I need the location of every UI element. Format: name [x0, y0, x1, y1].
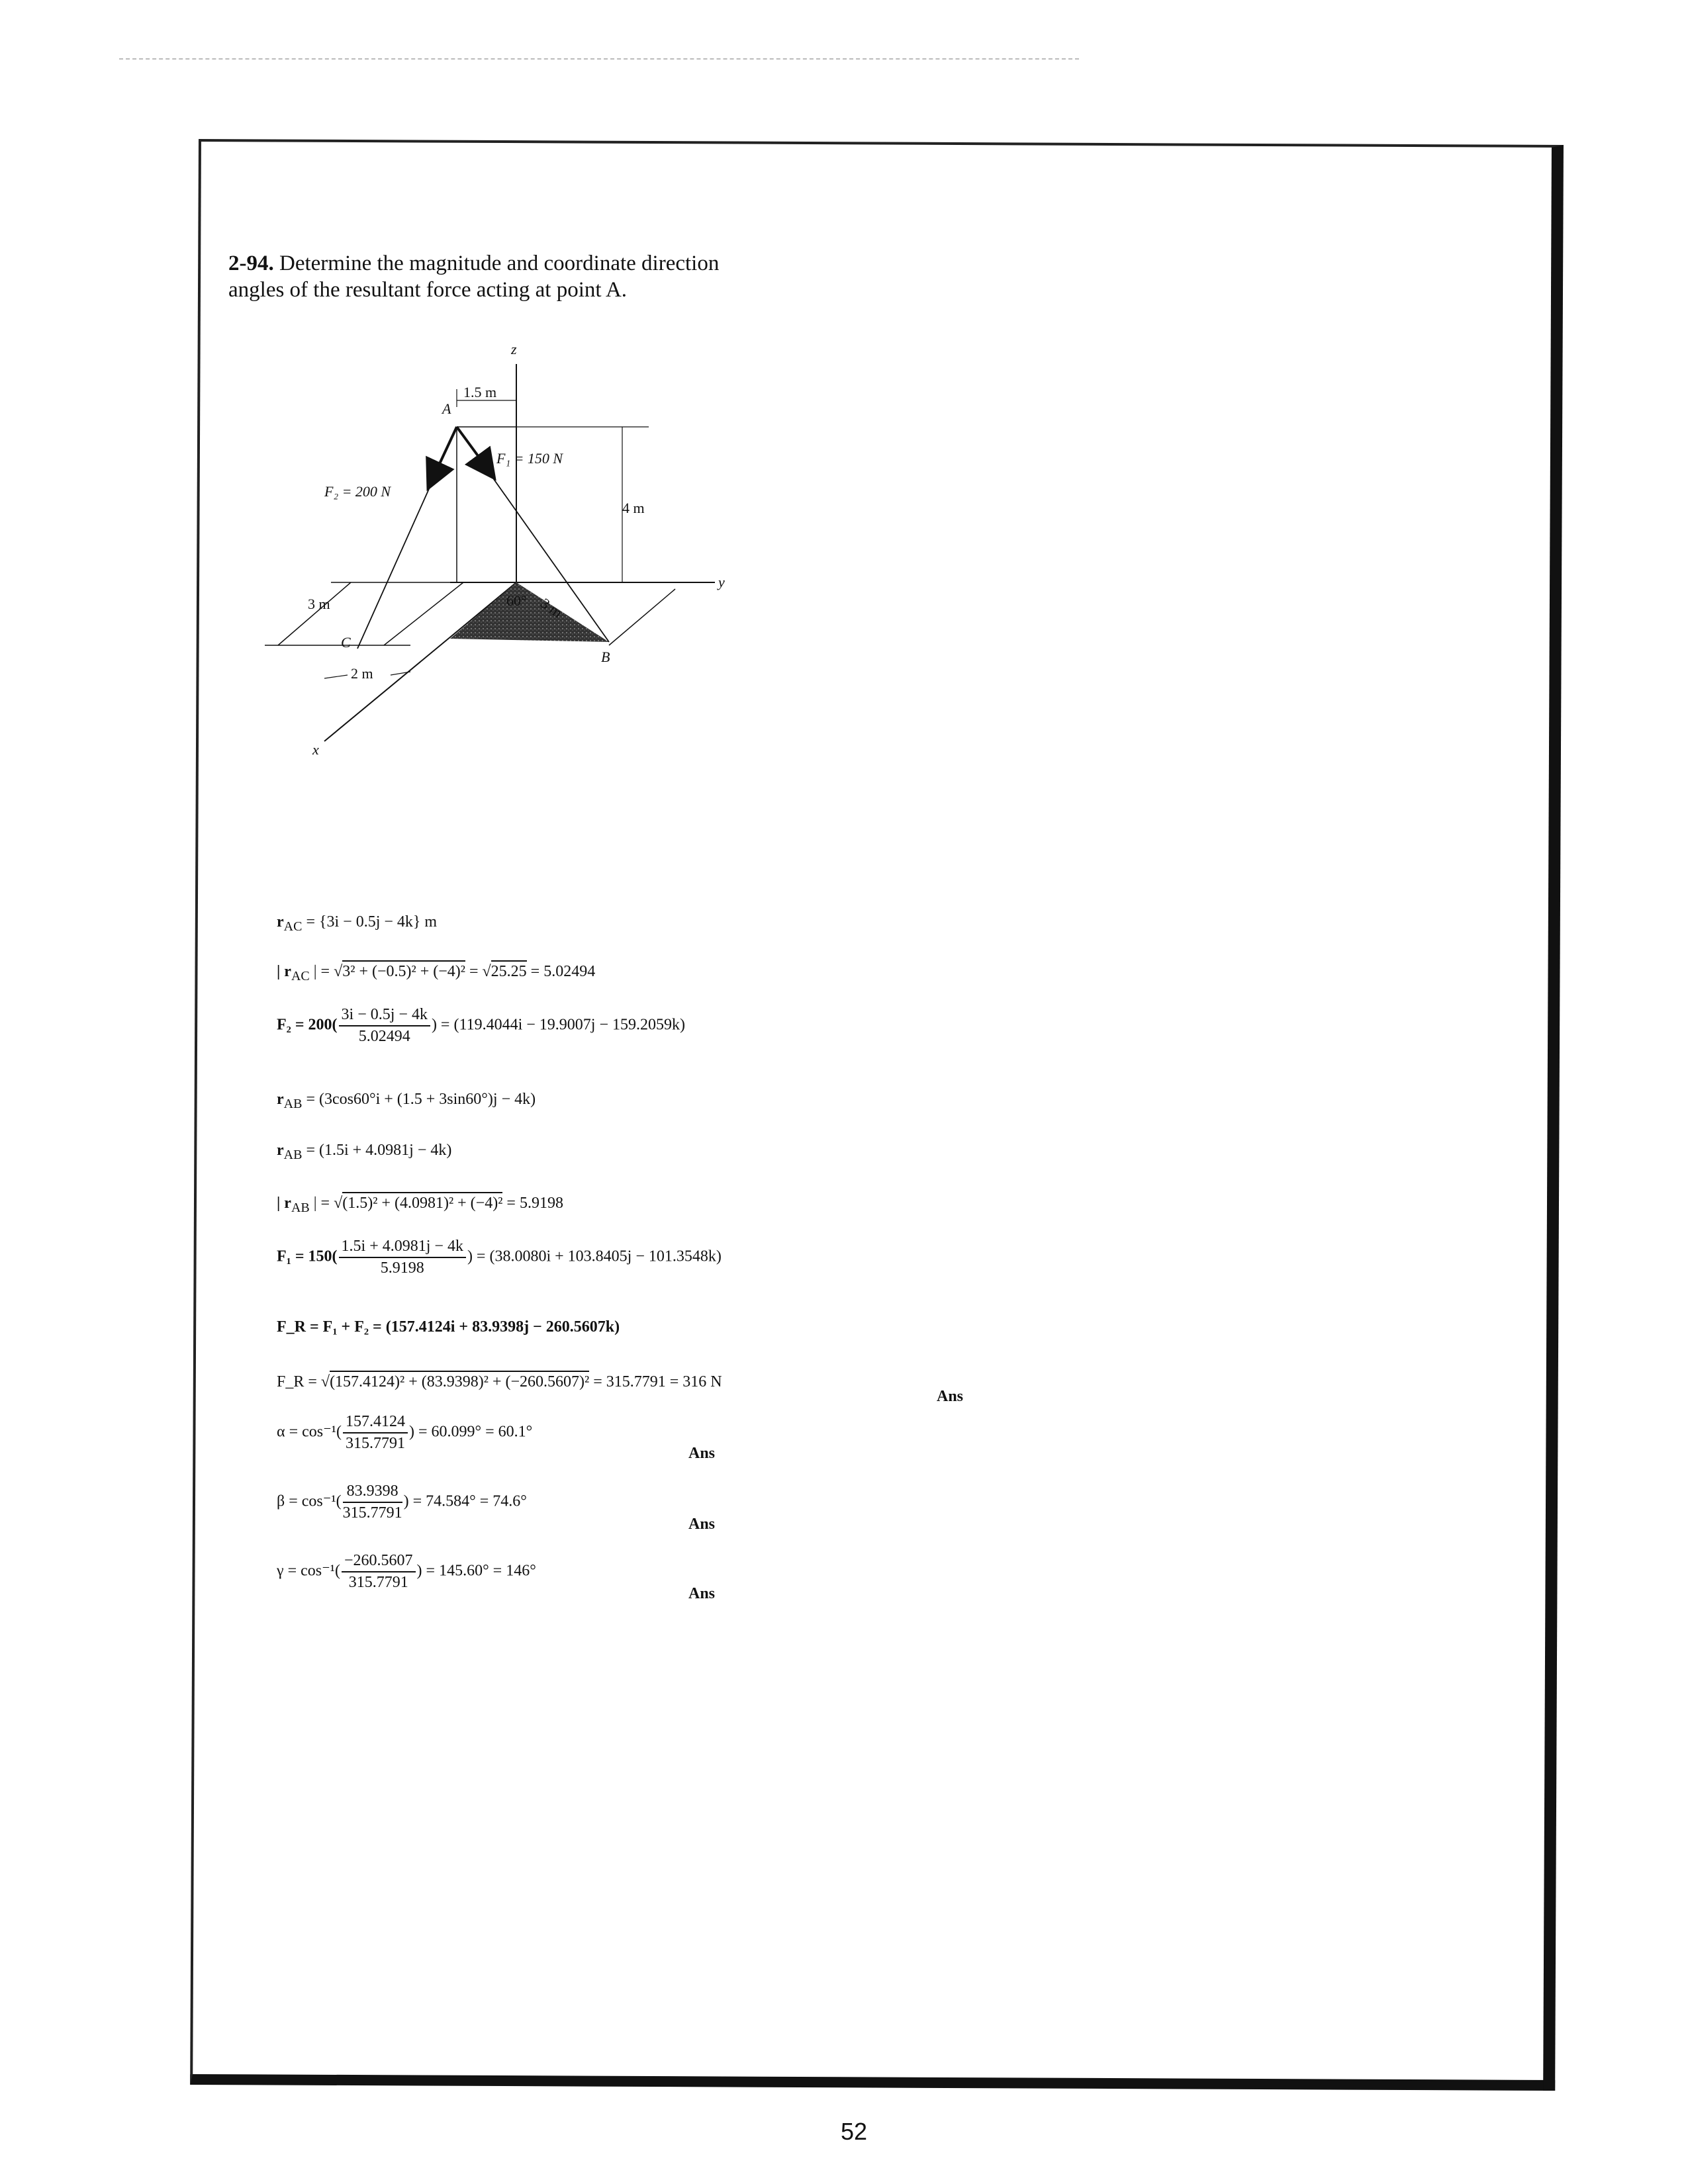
- point-b-label: B: [601, 649, 610, 665]
- force2-label: F₂ = 200 N: [324, 483, 391, 500]
- eq-rac-mag: | $r_{AC}$ | = √3² + (−0.5)² + (−4)² = √25.25 = 5.02494: [277, 963, 595, 984]
- eq-rab1: $r_{AB} = (3\cos 60^\circ i + (1.5 + 3\sin 60^\circ)j - 4k)$: [277, 1091, 536, 1111]
- point-a-label: A: [442, 400, 451, 417]
- ans-label-gamma: Ans: [688, 1585, 716, 1602]
- eq-fr-vector: F_R = F₁ + F₂ = (157.4124i + 83.9398j − 260.5607k): [277, 1318, 620, 1336]
- problem-statement: [228, 250, 771, 304]
- force-f1-arrow: [457, 427, 493, 477]
- dim-height-label: 4 m: [622, 500, 645, 516]
- x-axis: [324, 582, 516, 741]
- ans-label-fr: Ans: [937, 1388, 964, 1405]
- problem-text: Determine the magnitude and coordinate direction angles of the resultant force acting at point A.: [228, 251, 720, 302]
- angle-label: 60°: [506, 592, 527, 609]
- problem-figure: [252, 338, 768, 774]
- eq-fr-mag: F_R = √(157.4124)² + (83.9398)² + (−260.5607)² = 315.7791 = 316 N: [277, 1373, 722, 1391]
- eq-f1: F₁ = 150( $\frac{1.5i + 4.0981j - 4k}{5.9198}$ ) = (38.0080i + 103.8405j − 101.3548k): [277, 1238, 722, 1277]
- eq-rab2: $r_{AB} = (1.5i + 4.0981j - 4k)$: [277, 1142, 452, 1162]
- z-axis-label: z: [511, 341, 517, 357]
- dim-y-label: 2 m: [351, 665, 373, 682]
- dim-ob-label: 3 m: [538, 594, 566, 621]
- x-axis-label: x: [312, 741, 319, 758]
- eq-rab-mag: | $r_{AB}$ | = √(1.5)² + (4.0981)² + (−4)² = 5.9198: [277, 1195, 563, 1216]
- problem-number: 2-94.: [228, 251, 274, 275]
- eq-gamma: γ = cos⁻¹( $\frac{-260.5607}{315.7791}$ ) = 145.60° = 146°: [277, 1552, 536, 1591]
- point-c-label: C: [341, 634, 351, 651]
- scan-top-line: [119, 58, 1079, 60]
- force-f2-arrow: [429, 427, 457, 486]
- ans-label-alpha: Ans: [688, 1445, 716, 1462]
- y-axis-label: y: [718, 574, 725, 590]
- dim-top-label: 1.5 m: [463, 384, 497, 400]
- page-number: 52: [841, 2118, 868, 2145]
- eq-beta: β = cos⁻¹( $\frac{83.9398}{315.7791}$ ) = 74.584° = 74.6°: [277, 1482, 527, 1522]
- eq-alpha: α = cos⁻¹( $\frac{157.4124}{315.7791}$ ) = 60.099° = 60.1°: [277, 1413, 533, 1452]
- shaded-region: [450, 582, 609, 642]
- ans-label-beta: Ans: [688, 1516, 716, 1533]
- force1-label: F₁ = 150 N: [496, 450, 563, 467]
- dim-x-label: 3 m: [308, 596, 330, 612]
- eq-f2: F₂ = 200( $\frac{3i - 0.5j - 4k}{5.02494}$ ) = (119.4044i − 19.9007j − 159.2059k): [277, 1006, 685, 1045]
- eq-rac: $r_{AC} = \{3i - 0.5j - 4k\}$ m: [277, 913, 438, 934]
